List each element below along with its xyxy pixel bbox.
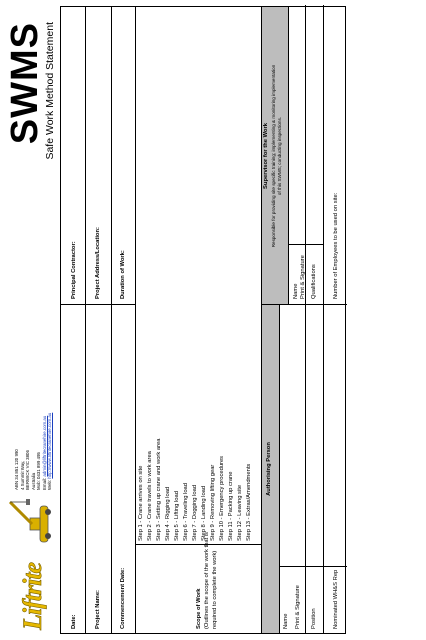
qualifications-label: Qualifications <box>311 264 317 299</box>
swms-form-table <box>60 6 346 634</box>
step-item: Step 13 - Extras/Amendments <box>246 463 252 541</box>
supervisor-print-signature-label: Print & Signature <box>300 255 306 299</box>
step-item: Step 7 - Dogging load <box>192 484 198 541</box>
commencement-date-label: Commencement Date: <box>120 567 126 629</box>
company-logo: Liftrite <box>18 562 47 630</box>
whs-rep-label: Nominated WH&S Rep <box>333 569 339 629</box>
step-item: Step 8 - Landing load <box>201 485 207 541</box>
company-line: Australia <box>30 472 36 490</box>
step-item: Step 10 - Emergency procedures <box>219 455 225 541</box>
step-item: Step 11 - Packing up crane <box>228 471 234 541</box>
step-item: Step 6 - Traveling load <box>183 482 189 541</box>
step-item: Step 9 - Removing lifting gear <box>210 464 216 541</box>
company-details <box>14 413 53 490</box>
position-label: Position <box>311 608 317 629</box>
authorising-person-label: Authorising Person <box>266 442 272 496</box>
employees-label: Number of Employees to be used on site: <box>333 192 339 299</box>
company-line: Mob: 0431 899 495 <box>36 452 41 490</box>
print-signature-label: Print & Signature <box>295 585 301 629</box>
supervisor-label: Supervisor for the Work <box>263 123 269 189</box>
name-label: Name <box>283 613 289 629</box>
step-item: Step 3 - Setting up crane and work area <box>156 438 162 541</box>
scope-title: Scope of Work <box>196 588 202 629</box>
company-line: 4 Summit Way, <box>19 460 25 490</box>
company-line: BERWICK VIC 3806 <box>25 450 30 490</box>
supervisor-desc-line2: of this SWMS; conducting inspections. <box>277 116 282 196</box>
document-title <box>6 22 56 160</box>
supervisor-desc-line1: Responsible for providing site specific training; implementing & monitoring implementation <box>271 64 276 248</box>
company-line: ABN 34 851 120 990 <box>14 449 19 490</box>
project-address-label: Project Address/Location: <box>95 227 101 299</box>
step-item: Step 4 - Rigging load <box>165 486 171 541</box>
supervisor-name-label: Name <box>293 283 299 299</box>
step-item: Step 12 - Leaving site <box>237 484 243 541</box>
date-label: Date: <box>71 614 77 629</box>
scope-desc-line1: (Outlines the scope of the work that is <box>204 532 210 629</box>
crane-icon <box>6 496 57 552</box>
step-item: Step 5 - Lifting load <box>174 491 180 541</box>
web-link[interactable]: http://www.liftritecranehire.com.au <box>47 412 52 479</box>
email-label: Email: <box>41 477 47 490</box>
project-name-label: Project Name: <box>95 590 101 629</box>
duration-label: Duration of Work: <box>120 250 126 299</box>
step-item: Step 1 - Crane arrives on site <box>138 465 144 541</box>
email-link[interactable]: admin@liftritecranehire.com.au <box>41 415 47 477</box>
scope-desc-line2: required to complete the work) <box>212 550 218 629</box>
step-item: Step 2 - Crane travels to work area <box>147 451 153 541</box>
title-swms: SWMS <box>4 22 46 145</box>
subtitle: Safe Work Method Statement <box>44 22 56 160</box>
web-label: Web: <box>47 479 52 490</box>
principal-contractor-label: Principal Contractor: <box>71 241 77 299</box>
